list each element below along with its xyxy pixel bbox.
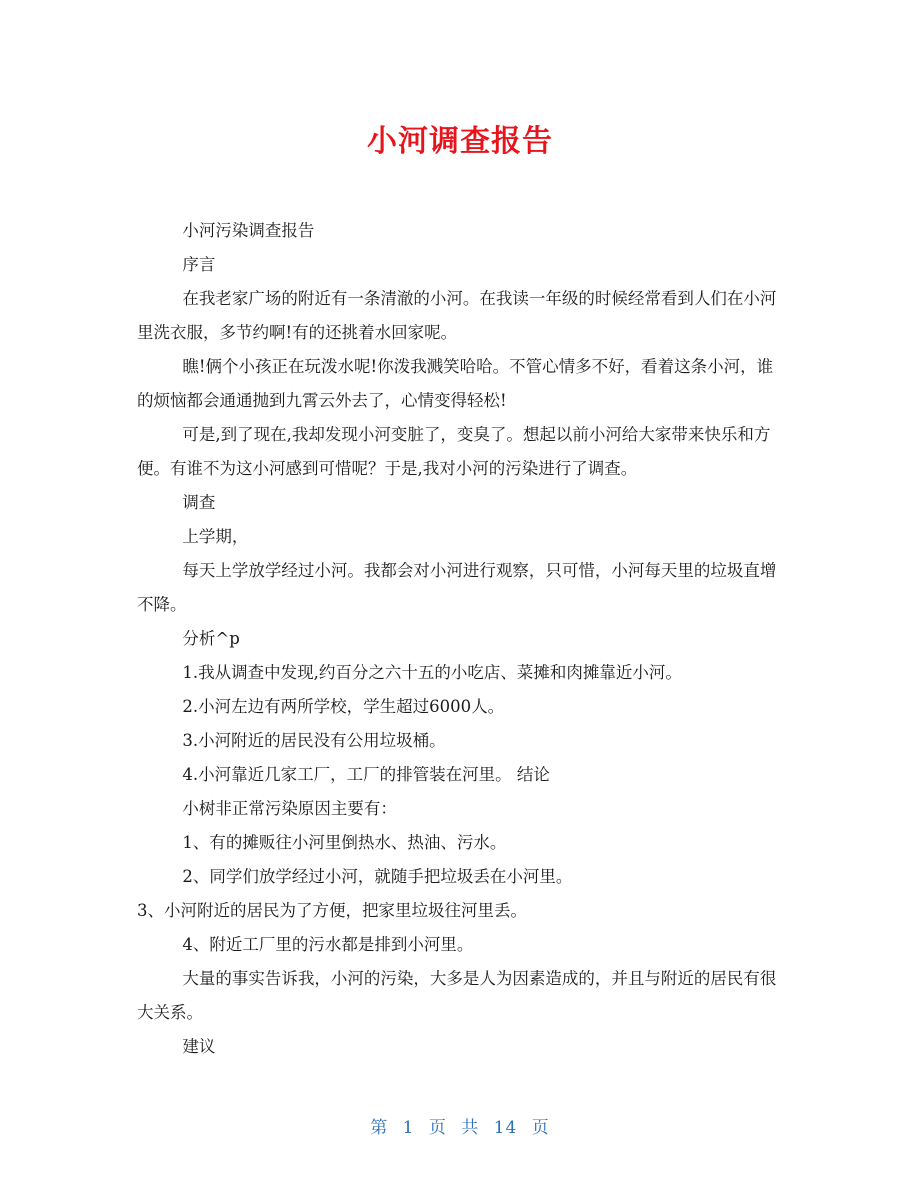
paragraph: 4.小河靠近几家工厂，工厂的排管装在河里。 结论	[182, 765, 550, 784]
footer-ye: 页	[428, 1118, 447, 1138]
paragraph: 序言	[182, 255, 216, 274]
paragraph: 4、附近工厂里的污水都是排到小河里。	[182, 935, 474, 954]
footer-ye2: 页	[531, 1118, 550, 1138]
document-body	[137, 214, 785, 1064]
paragraph: 瞧!俩个小孩正在玩泼水呢!你泼我溅笑哈哈。不管心情多不好，看着这条小河，谁的烦恼都会通通抛到九霄云外去了，心情变得轻松!	[137, 357, 774, 410]
paragraph: 每天上学放学经过小河。我都会对小河进行观察，只可惜，小河每天里的垃圾直增不降。	[137, 561, 777, 614]
paragraph: 分析^p	[182, 629, 240, 648]
paragraph: 1.我从调查中发现,约百分之六十五的小吃店、菜摊和肉摊靠近小河。	[182, 663, 682, 682]
footer-di: 第	[370, 1118, 389, 1138]
paragraph: 可是,到了现在,我却发现小河变脏了，变臭了。想起以前小河给大家带来快乐和方便。有谁不为这小河感到可惜呢？于是,我对小河的污染进行了调查。	[137, 425, 771, 478]
paragraph: 小河污染调查报告	[182, 221, 315, 240]
paragraph: 在我老家广场的附近有一条清澈的小河。在我读一年级的时候经常看到人们在小河里洗衣服，多节约啊!有的还挑着水回家呢。	[137, 289, 777, 342]
footer-page-number: 1	[402, 1118, 415, 1138]
paragraph: 上学期，	[182, 527, 249, 546]
paragraph: 建议	[182, 1037, 216, 1056]
paragraph: 3.小河附近的居民没有公用垃圾桶。	[182, 731, 446, 750]
footer-gong: 共	[461, 1118, 480, 1138]
paragraph: 2.小河左边有两所学校，学生超过6000人。	[182, 697, 505, 716]
page-footer	[0, 1113, 920, 1138]
paragraph: 3、小河附近的居民为了方便，把家里垃圾往河里丢。	[137, 901, 527, 920]
paragraph: 1、有的摊贩往小河里倒热水、热油、污水。	[182, 833, 507, 852]
paragraph: 小树非正常污染原因主要有：	[182, 799, 397, 818]
footer-total-pages: 14	[493, 1118, 518, 1138]
paragraph: 2、同学们放学经过小河，就随手把垃圾丢在小河里。	[182, 867, 573, 886]
paragraph: 调查	[182, 493, 216, 512]
paragraph: 大量的事实告诉我，小河的污染，大多是人为因素造成的，并且与附近的居民有很大关系。	[137, 969, 777, 1022]
document-title: 小河调查报告	[367, 124, 553, 159]
